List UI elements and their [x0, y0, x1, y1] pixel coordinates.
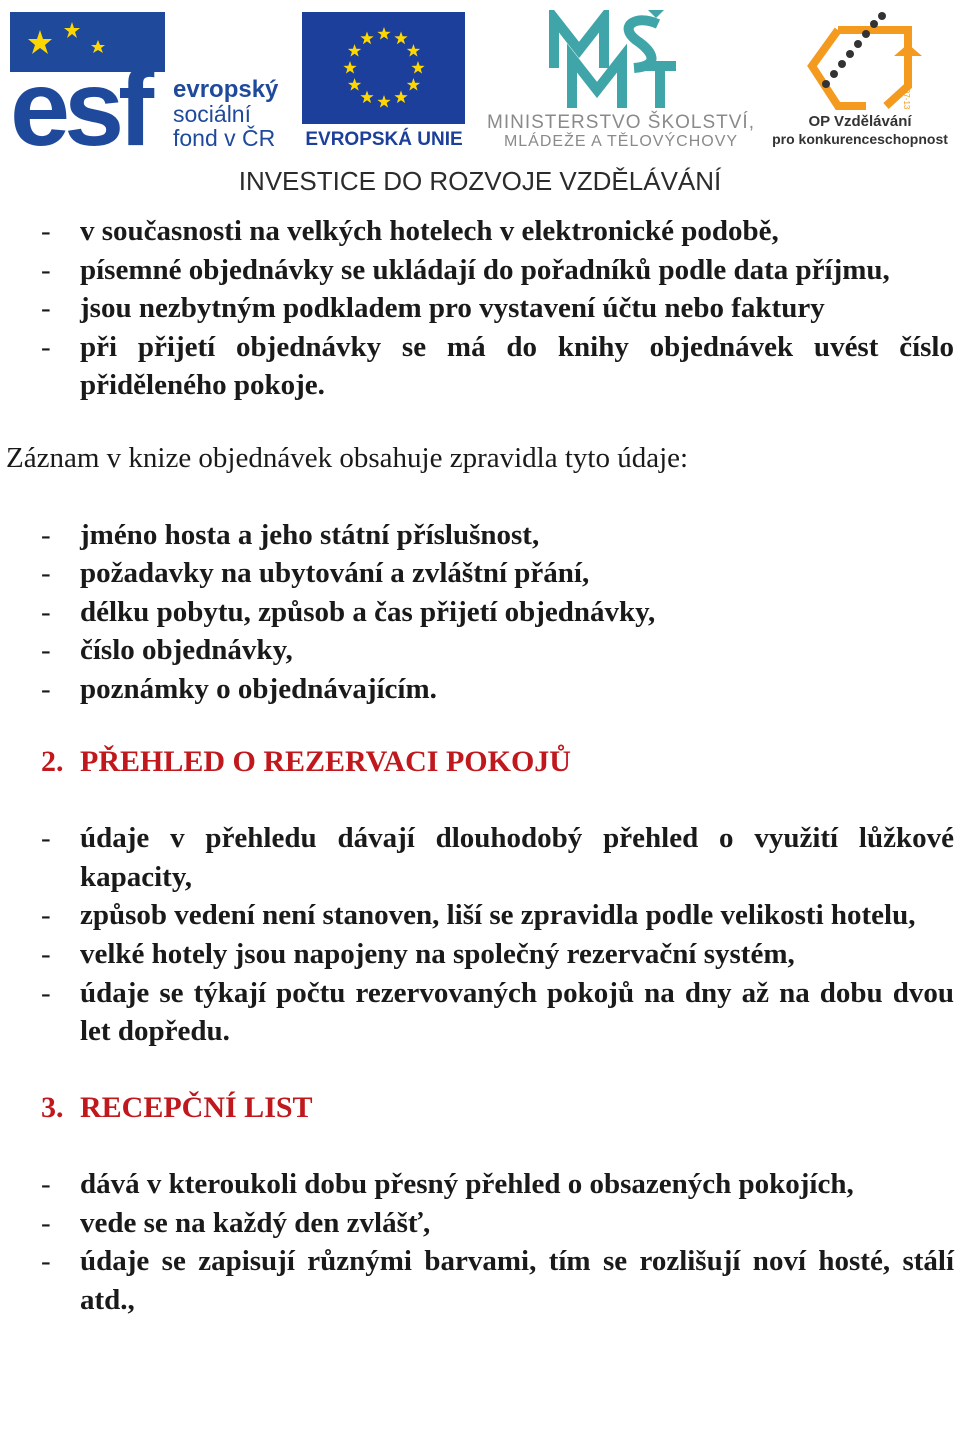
- list-item: [0, 593, 960, 632]
- bullet-dash: -: [41, 899, 51, 932]
- esf-logo: [10, 12, 290, 152]
- bullet-dash: -: [41, 292, 51, 325]
- msmt-line2: MLÁDEŽE A TĚLOVÝCHOVY: [503, 133, 739, 150]
- esf-line2: sociální: [173, 101, 251, 127]
- intro-paragraph: Záznam v knize objednávek obsahuje zpravidla tyto údaje:: [6, 441, 689, 474]
- document-body: [0, 212, 960, 1320]
- section-title: PŘEHLED O REZERVACI POKOJŮ: [80, 744, 571, 778]
- list-item-text: při přijetí objednávky se má do knihy objednávek uvést číslo přiděleného pokoje.: [80, 330, 954, 402]
- list-item-text: způsob vedení není stanoven, liší se zpravidla podle velikosti hotelu,: [80, 899, 916, 932]
- list-item-text: číslo objednávky,: [80, 634, 293, 667]
- list-item-text: vede se na každý den zvlášť,: [80, 1206, 431, 1239]
- list-item: [0, 935, 960, 974]
- op-line2: pro konkurenceschopnost: [772, 131, 948, 147]
- list-item-text: údaje se týkají počtu rezervovaných pokojů na dny až na dobu dvou let dopředu.: [80, 976, 954, 1048]
- section-heading-reception-list: [0, 1089, 960, 1128]
- list-item: [0, 896, 960, 935]
- bullet-dash: -: [41, 1168, 51, 1201]
- list-item: [0, 1165, 960, 1204]
- section-heading-room-reservations: [0, 743, 960, 782]
- list-item: [0, 328, 960, 405]
- esf-letters: esf: [10, 47, 149, 152]
- bullet-dash: -: [41, 1206, 51, 1239]
- op-years: 2007-13: [902, 80, 911, 110]
- section-title: RECEPČNÍ LIST: [80, 1090, 313, 1124]
- list-item-text: délku pobytu, způsob a čas přijetí objednávky,: [80, 595, 656, 628]
- list-item-text: požadavky na ubytování a zvláštní přání,: [80, 557, 590, 590]
- list-reservation-overview: [0, 819, 960, 1051]
- esf-line1: evropský: [173, 76, 279, 103]
- list-item-text: poznámky o objednávajícím.: [80, 672, 437, 705]
- list-item: [0, 819, 960, 896]
- list-item-text: jméno hosta a jeho státní příslušnost,: [80, 518, 540, 551]
- list-order-record-fields: [0, 516, 960, 709]
- list-item: [0, 1204, 960, 1243]
- bullet-dash: -: [41, 1245, 51, 1278]
- section-number: 3.: [41, 1090, 64, 1124]
- bullet-dash: -: [41, 634, 51, 667]
- op-line1: OP Vzdělávání: [808, 113, 912, 130]
- list-item: [0, 554, 960, 593]
- list-item: [0, 631, 960, 670]
- bullet-dash: -: [41, 976, 51, 1009]
- list-item-text: velké hotely jsou napojeny na společný rezervační systém,: [80, 937, 795, 970]
- list-item: [0, 1242, 960, 1319]
- bullet-dash: -: [41, 253, 51, 286]
- list-item: [0, 974, 960, 1051]
- eu-caption: EVROPSKÁ UNIE: [305, 129, 463, 150]
- msmt-logo: [476, 10, 766, 152]
- bullet-dash: -: [41, 822, 51, 855]
- section-number: 2.: [41, 744, 64, 778]
- tagline: INVESTICE DO ROZVOJE VZDĚLÁVÁNÍ: [238, 166, 722, 196]
- bullet-dash: -: [41, 557, 51, 590]
- list-item-text: údaje se zapisují různými barvami, tím se rozlišují noví hosté, stálí atd.,: [80, 1245, 954, 1317]
- list-item-text: jsou nezbytným podkladem pro vystavení účtu nebo faktury: [80, 292, 825, 325]
- esf-line3: fond v ČR: [173, 125, 276, 151]
- list-item: [0, 251, 960, 290]
- bullet-dash: -: [41, 937, 51, 970]
- logo-header: [0, 0, 960, 205]
- bullet-dash: -: [41, 330, 51, 363]
- list-item: [0, 289, 960, 328]
- list-item-text: dává v kteroukoli dobu přesný přehled o obsazených pokojích,: [80, 1168, 854, 1201]
- list-item-text: údaje v přehledu dávají dlouhodobý přehled o využití lůžkové kapacity,: [80, 822, 954, 893]
- list-reception-sheet: [0, 1165, 960, 1319]
- list-orders-storage: [0, 212, 960, 405]
- list-item: [0, 670, 960, 709]
- bullet-dash: -: [41, 215, 51, 247]
- eu-logo: [300, 12, 468, 152]
- list-item: [0, 516, 960, 555]
- op-vzdelavani-logo: [768, 10, 953, 152]
- list-item-text: v současnosti na velkých hotelech v elektronické podobě,: [80, 215, 779, 247]
- msmt-line1: MINISTERSTVO ŠKOLSTVÍ,: [487, 112, 755, 133]
- list-item: [0, 212, 960, 251]
- bullet-dash: -: [41, 518, 51, 551]
- bullet-dash: -: [41, 595, 51, 628]
- bullet-dash: -: [41, 672, 51, 705]
- list-item-text: písemné objednávky se ukládají do pořadníků podle data příjmu,: [80, 253, 890, 286]
